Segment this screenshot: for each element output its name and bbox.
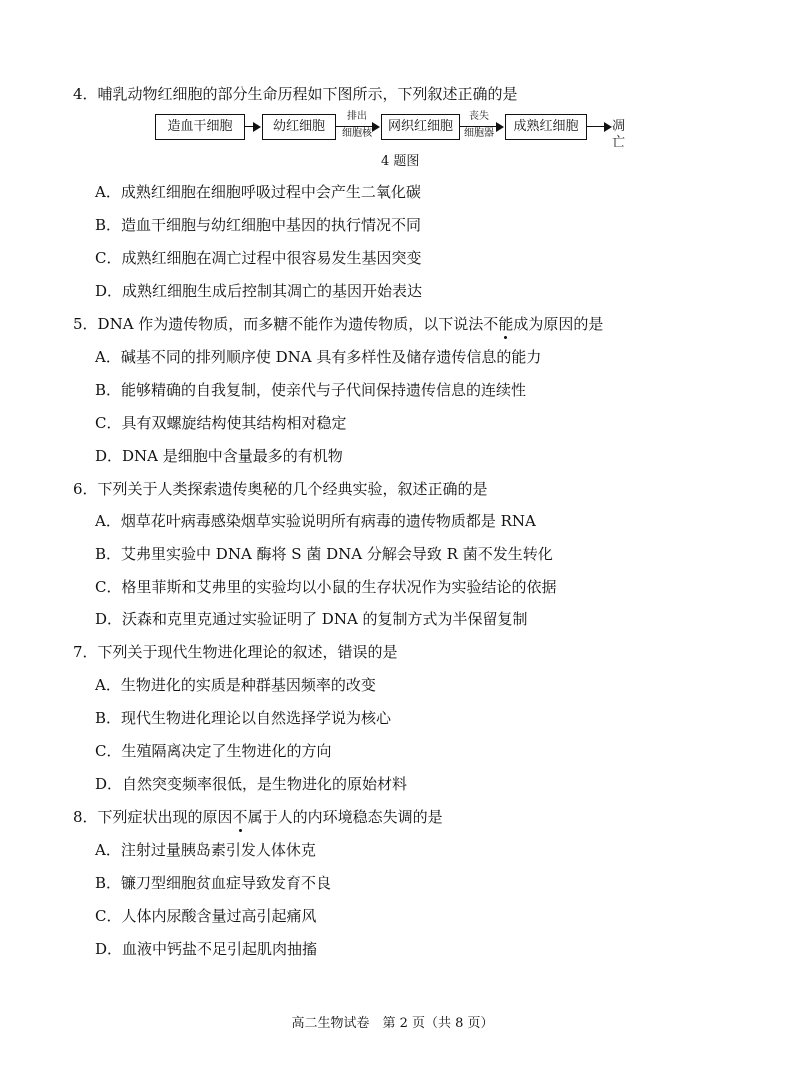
flow-arrow-3-label-bottom: 细胞器 [464,128,494,139]
page-footer: 高二生物试卷 第 2 页（共 8 页） [291,1016,494,1031]
question-8-stem [73,807,443,827]
flow-arrow-4-head [604,122,612,132]
q6-option-d: D．沃森和克里克通过实验证明了 DNA 的复制方式为半保留复制 [95,610,528,628]
q8-option-a: A．注射过量胰岛素引发人体休克 [95,841,316,859]
flow-box-mature-red-cell: 成熟红细胞 [505,114,587,140]
q5-stem-pre: 5．DNA 作为遗传物质，而多糖不能作为遗传物质，以下说法不 [73,315,499,333]
question-6-stem: 6．下列关于人类探索遗传奥秘的几个经典实验，叙述正确的是 [73,480,488,498]
q8-stem-post: 属于人的内环境稳态失调的是 [247,808,443,826]
q8-stem-pre: 8．下列症状出现的原因 [73,808,233,826]
q8-stem-emphasis: 不 [232,808,248,826]
flow-arrow-2 [336,126,373,127]
q5-option-b: B．能够精确的自我复制，使亲代与子代间保持遗传信息的连续性 [95,381,527,399]
q5-option-d: D．DNA 是细胞中含量最多的有机物 [95,447,343,465]
flow-arrow-3-head [496,122,504,132]
q5-stem-post: 成为原因的是 [513,315,604,333]
q8-option-b: B．镰刀型细胞贫血症导致发育不良 [95,874,332,892]
flow-arrow-4 [587,126,605,127]
figure-caption: 4 题图 [381,154,420,169]
q4-option-a: A．成熟红细胞在细胞呼吸过程中会产生二氧化碳 [95,183,421,201]
flow-box-proerythroblast: 幼红细胞 [262,114,336,140]
flow-end-apoptosis: 凋亡 [612,119,626,150]
question-5-stem [73,314,603,334]
flow-arrow-2-label-bottom: 细胞核 [342,128,372,139]
q4-option-d: D．成熟红细胞生成后控制其凋亡的基因开始表达 [95,282,423,300]
flow-arrow-3 [460,126,497,127]
q7-option-c: C．生殖隔离决定了生物进化的方向 [95,742,332,760]
q5-stem-emphasis: 能 [498,315,514,333]
q4-option-b: B．造血干细胞与幼红细胞中基因的执行情况不同 [95,216,422,234]
flow-arrow-2-label-top: 排出 [347,111,367,122]
q5-option-a: A．碱基不同的排列顺序使 DNA 具有多样性及储存遗传信息的能力 [95,348,542,366]
q8-option-d: D．血液中钙盐不足引起肌肉抽搐 [95,940,318,958]
q7-option-d: D．自然突变频率很低，是生物进化的原始材料 [95,775,408,793]
q6-option-b: B．艾弗里实验中 DNA 酶将 S 菌 DNA 分解会导致 R 菌不发生转化 [95,545,553,563]
flow-box-reticulocyte: 网织红细胞 [381,114,460,140]
q7-option-b: B．现代生物进化理论以自然选择学说为核心 [95,709,392,727]
flow-box-hematopoietic-stem-cell: 造血干细胞 [155,114,245,140]
q4-option-c: C．成熟红细胞在凋亡过程中很容易发生基因突变 [95,249,422,267]
q8-option-c: C．人体内尿酸含量过高引起痛风 [95,907,317,925]
question-7-stem: 7．下列关于现代生物进化理论的叙述，错误的是 [73,643,398,661]
q5-option-c: C．具有双螺旋结构使其结构相对稳定 [95,414,347,432]
flow-arrow-1-head [253,122,261,132]
q6-option-a: A．烟草花叶病毒感染烟草实验说明所有病毒的遗传物质都是 RNA [95,512,536,530]
flow-arrow-2-head [372,122,380,132]
flow-arrow-3-label-top: 丧失 [469,111,489,122]
q6-option-c: C．格里菲斯和艾弗里的实验均以小鼠的生存状况作为实验结论的依据 [95,578,557,596]
question-4-stem: 4．哺乳动物红细胞的部分生命历程如下图所示，下列叙述正确的是 [73,85,518,103]
q7-option-a: A．生物进化的实质是种群基因频率的改变 [95,676,376,694]
